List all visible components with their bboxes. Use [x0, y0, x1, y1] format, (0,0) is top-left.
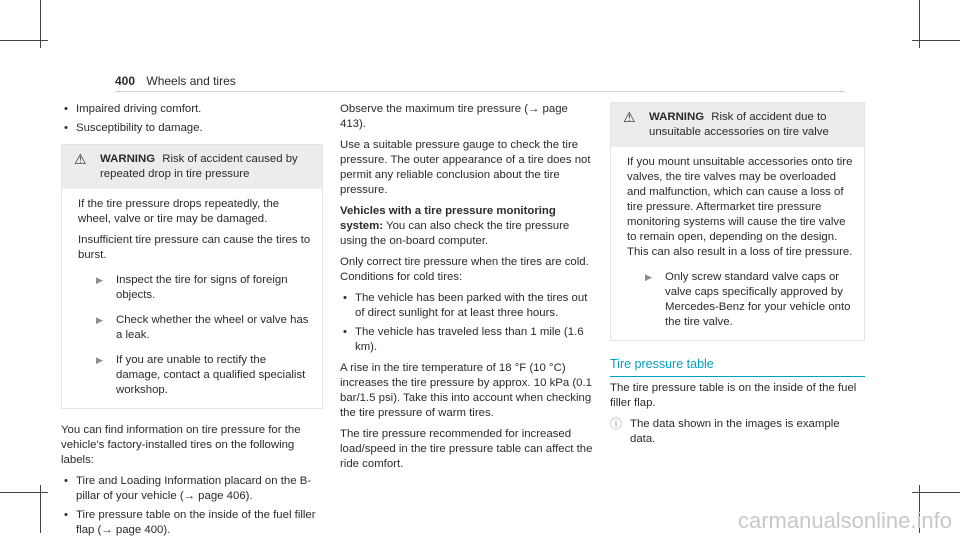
warning-header: [611, 103, 864, 147]
warning-box: [610, 102, 865, 341]
step-arrow-icon: ▶: [645, 272, 652, 282]
warning-box: [61, 144, 323, 409]
column-left: [61, 102, 323, 544]
header-divider: [115, 91, 845, 92]
warning-title: Risk of accident due to unsuitable accessories on tire valve: [649, 111, 829, 138]
crop-mark: [912, 40, 960, 41]
warning-label: WARNING: [100, 153, 156, 165]
action-step: ▶ Inspect the tire for signs of foreign objects.: [96, 274, 288, 301]
page-title: Wheels and tires: [146, 74, 236, 88]
action-step: ▶ Check whether the wheel or valve has a leak.: [96, 314, 309, 341]
list-item: • Tire pressure table on the inside of the fuel filler flap (→ page 400).: [61, 508, 323, 538]
body-paragraph: You can find information on tire pressure for the vehicle's factory-installed tires on the following labels:: [61, 424, 301, 466]
warning-title: Risk of accident caused by repeated drop in tire pressure: [100, 153, 298, 180]
crop-mark: [0, 40, 48, 41]
warning-header: [62, 145, 322, 189]
column-middle: [340, 102, 597, 478]
bullet-list: [61, 474, 323, 538]
warning-body: [62, 189, 322, 408]
body-paragraph: The tire pressure recommended for increased load/speed in the tire pressure table can affect the ride comfort.: [340, 428, 593, 470]
warning-text: If the tire pressure drops repeatedly, the wheel, valve or tire may be damaged.: [78, 198, 280, 225]
bullet-list: [61, 102, 323, 136]
warning-triangle-icon: ⚠: [74, 151, 87, 167]
warning-label: WARNING: [649, 111, 705, 123]
body-paragraph: Only correct tire pressure when the tires are cold. Conditions for cold tires:: [340, 256, 589, 283]
bullet-list: [340, 291, 597, 355]
warning-triangle-icon: ⚠: [623, 109, 636, 125]
info-icon: ⓘ: [610, 417, 623, 431]
warning-body: [611, 147, 864, 340]
body-paragraph: Observe the maximum tire pressure (→ page 413).: [340, 103, 568, 130]
body-paragraph: Vehicles with a tire pressure monitoring system: You can also check the tire pressure using the on-board computer.: [340, 205, 570, 247]
list-item: • The vehicle has been parked with the tires out of direct sunlight for at least three hours.: [340, 291, 597, 321]
crop-mark: [0, 492, 48, 493]
bold-lead: Vehicles with a tire pressure monitoring system:: [340, 205, 556, 232]
note: [610, 417, 865, 447]
warning-text: If you mount unsuitable accessories onto tire valves, the tire valves may be overloaded and malfunction, which can cause a loss of tire pressure. Aftermarket tire pressure monitoring systems will cause the tire valve to remain open, depending on the design. This can also result in a loss of tire pressure.: [627, 156, 853, 258]
step-arrow-icon: ▶: [96, 275, 103, 285]
crop-mark: [912, 492, 960, 493]
step-arrow-icon: ▶: [96, 355, 103, 365]
list-item: • The vehicle has traveled less than 1 mile (1.6 km).: [340, 325, 597, 355]
body-paragraph: The tire pressure table is on the inside of the fuel filler flap.: [610, 382, 857, 409]
page-header: [115, 74, 236, 88]
watermark: carmanualsonline.info: [737, 508, 952, 533]
list-item: • Tire and Loading Information placard on the B-pillar of your vehicle (→ page 406).: [61, 474, 323, 504]
action-step: ▶ Only screw standard valve caps or valve caps specifically approved by Mercedes-Benz for your vehicle onto the tire valve.: [645, 271, 851, 328]
step-arrow-icon: ▶: [96, 315, 103, 325]
list-item: • Impaired driving comfort.: [61, 102, 323, 117]
action-step: ▶ If you are unable to rectify the damage, contact a qualified specialist workshop.: [96, 354, 306, 396]
note-text: The data shown in the images is example data.: [630, 418, 840, 445]
body-paragraph: Use a suitable pressure gauge to check the tire pressure. The outer appearance of a tire does not permit any reliable conclusion about the tire pressure.: [340, 139, 591, 196]
column-right: [610, 102, 865, 447]
section-heading: Tire pressure table: [610, 357, 865, 377]
body-paragraph: A rise in the tire temperature of 18 °F (10 °C) increases the tire pressure by approx. 10 kPa (0.1 bar/1.5 psi). Take this into account when checking the tire pressure of warm tires.: [340, 362, 592, 419]
list-item: • Susceptibility to damage.: [61, 121, 323, 136]
page-number: 400: [115, 74, 136, 88]
warning-text: Insufficient tire pressure can cause the tires to burst.: [78, 234, 311, 261]
